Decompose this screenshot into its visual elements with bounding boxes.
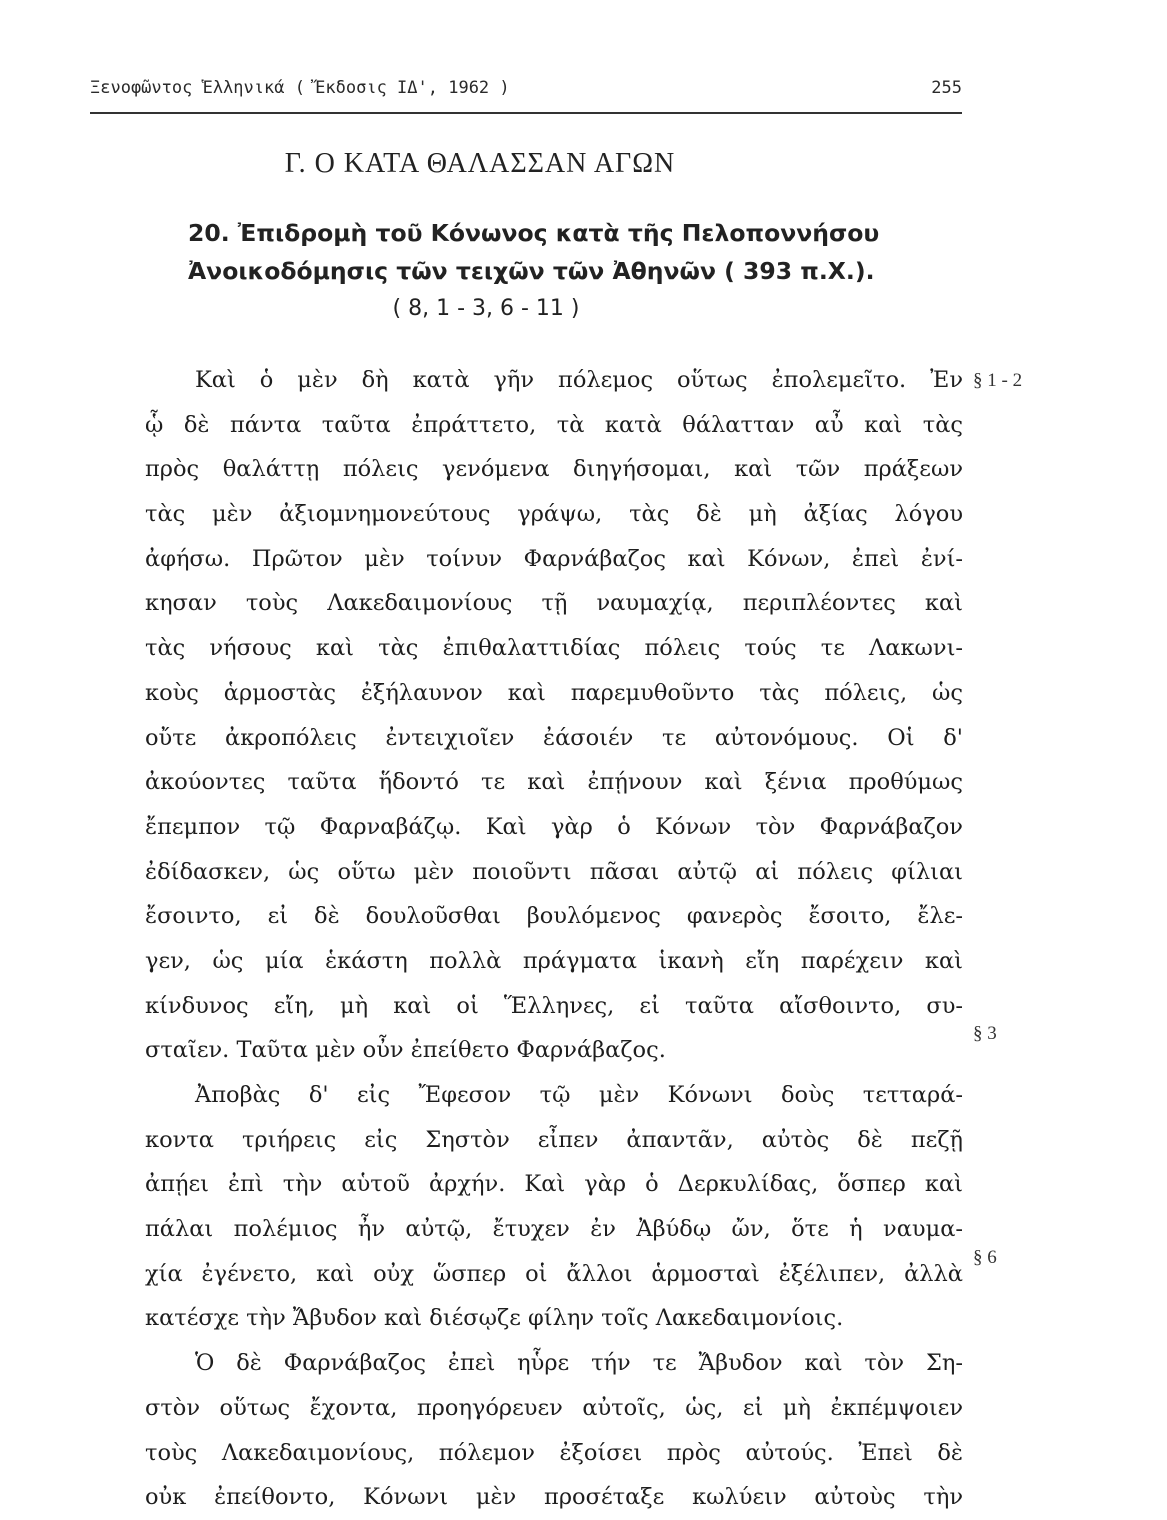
- text-line: πρὸς θαλάττῃ πόλεις γενόμενα διηγήσομαι, καὶ τῶν πράξεων: [145, 456, 963, 483]
- text-line: σταῖεν. Ταῦτα μὲν οὖν ἐπείθετο Φαρνάβαζος.: [145, 1037, 666, 1064]
- text-line: γεν, ὡς μία ἑκάστη πολλὰ πράγματα ἱκανὴ εἴη παρέχειν καὶ: [145, 947, 963, 974]
- text-line: ἀπῄει ἐπὶ τὴν αὑτοῦ ἀρχήν. Καὶ γὰρ ὁ Δερκυλίδας, ὅσπερ καὶ: [145, 1171, 963, 1198]
- text-line: ἀκούοντες ταῦτα ἥδοντό τε καὶ ἐπῄνουν καὶ ξένια προθύμως: [145, 769, 963, 796]
- text-line: τὰς νήσους καὶ τὰς ἐπιθαλαττιδίας πόλεις τούς τε Λακωνι-: [145, 635, 963, 662]
- header-rule: [90, 112, 962, 114]
- chapter-title-line: Ἀνοικοδόμησις τῶν τειχῶν τῶν Ἀθηνῶν ( 393 π.Χ.).: [188, 257, 875, 285]
- margin-section-ref: § 6: [973, 1247, 997, 1268]
- text-line: στὸν οὕτως ἔχοντα, προηγόρευεν αὐτοῖς, ὡς, εἰ μὴ ἐκπέμψοιεν: [145, 1394, 963, 1421]
- text-line: Καὶ ὁ μὲν δὴ κατὰ γῆν πόλεμος οὕτως ἐπολεμεῖτο. Ἐν: [195, 367, 963, 393]
- text-line: ἔπεμπον τῷ Φαρναβάζῳ. Καὶ γὰρ ὁ Κόνων τὸν Φαρνάβαζον: [145, 813, 963, 840]
- text-line: κοντα τριήρεις εἰς Σηστὸν εἶπεν ἀπαντᾶν, αὐτὸς δὲ πεζῇ: [145, 1126, 963, 1153]
- text-line: ᾧ δὲ πάντα ταῦτα ἐπράττετο, τὰ κατὰ θάλατταν αὖ καὶ τὰς: [145, 411, 963, 438]
- margin-section-ref: § 3: [973, 1023, 997, 1044]
- running-head-title: Ξενοφῶντος Ἑλληνικά ( Ἔκδοσις ΙΔ', 1962 ): [90, 78, 510, 98]
- text-line: τοὺς Λακεδαιμονίους, πόλεμον ἐξοίσει πρὸς αὐτούς. Ἐπεὶ δὲ: [145, 1439, 963, 1466]
- text-line: κατέσχε τὴν Ἄβυδον καὶ διέσῳζε φίλην τοῖς Λακεδαιμονίοις.: [145, 1305, 844, 1332]
- text-line: οὔτε ἀκροπόλεις ἐντειχιοῖεν ἐάσοιέν τε αὐτονόμους. Οἱ δ': [145, 724, 963, 751]
- text-line: τὰς μὲν ἀξιομνημονεύτους γράψω, τὰς δὲ μὴ ἀξίας λόγου: [145, 501, 963, 528]
- text-line: κοὺς ἁρμοστὰς ἐξήλαυνον καὶ παρεμυθοῦντο τὰς πόλεις, ὡς: [145, 679, 963, 706]
- text-line: χία ἐγένετο, καὶ οὐχ ὥσπερ οἱ ἄλλοι ἁρμοσταὶ ἐξέλιπεν, ἀλλὰ: [145, 1260, 963, 1287]
- text-line: πάλαι πολέμιος ἦν αὐτῷ, ἔτυχεν ἐν Ἀβύδῳ ὤν, ὅτε ἡ ναυμα-: [145, 1216, 963, 1243]
- chapter-title: [188, 214, 948, 290]
- text-line: κίνδυνος εἴη, μὴ καὶ οἱ Ἕλληνες, εἰ ταῦτα αἴσθοιντο, συ-: [145, 992, 963, 1019]
- text-line: Ὁ δὲ Φαρνάβαζος ἐπεὶ ηὗρε τήν τε Ἄβυδον καὶ τὸν Ση-: [195, 1350, 963, 1377]
- body-text: [145, 358, 963, 1520]
- text-line: Ἀποβὰς δ' εἰς Ἔφεσον τῷ μὲν Κόνωνι δοὺς τετταρά-: [195, 1082, 963, 1108]
- margin-section-ref: § 1 - 2: [973, 370, 1023, 391]
- section-heading: Γ. Ο ΚΑΤΑ ΘΑΛΑΣΣΑΝ ΑΓΩΝ: [284, 148, 676, 179]
- text-line: ἀφήσω. Πρῶτον μὲν τοίνυν Φαρνάβαζος καὶ Κόνων, ἐπεὶ ἐνί-: [145, 545, 963, 572]
- chapter-reference: ( 8, 1 - 3, 6 - 11 ): [392, 296, 580, 321]
- text-line: ἔσοιντο, εἰ δὲ δουλοῦσθαι βουλόμενος φανερὸς ἔσοιτο, ἔλε-: [145, 903, 963, 930]
- running-head: [90, 78, 962, 108]
- text-line: ἐδίδασκεν, ὡς οὕτω μὲν ποιοῦντι πᾶσαι αὐτῷ αἱ πόλεις φίλιαι: [145, 858, 963, 885]
- text-line: κησαν τοὺς Λακεδαιμονίους τῇ ναυμαχίᾳ, περιπλέοντες καὶ: [145, 590, 963, 617]
- chapter-title-line: 20. Ἐπιδρομὴ τοῦ Κόνωνος κατὰ τῆς Πελοποννήσου: [188, 219, 880, 247]
- text-line: οὐκ ἐπείθοντο, Κόνωνι μὲν προσέταξε κωλύειν αὐτοὺς τὴν: [145, 1484, 963, 1511]
- page-number: 255: [931, 78, 962, 98]
